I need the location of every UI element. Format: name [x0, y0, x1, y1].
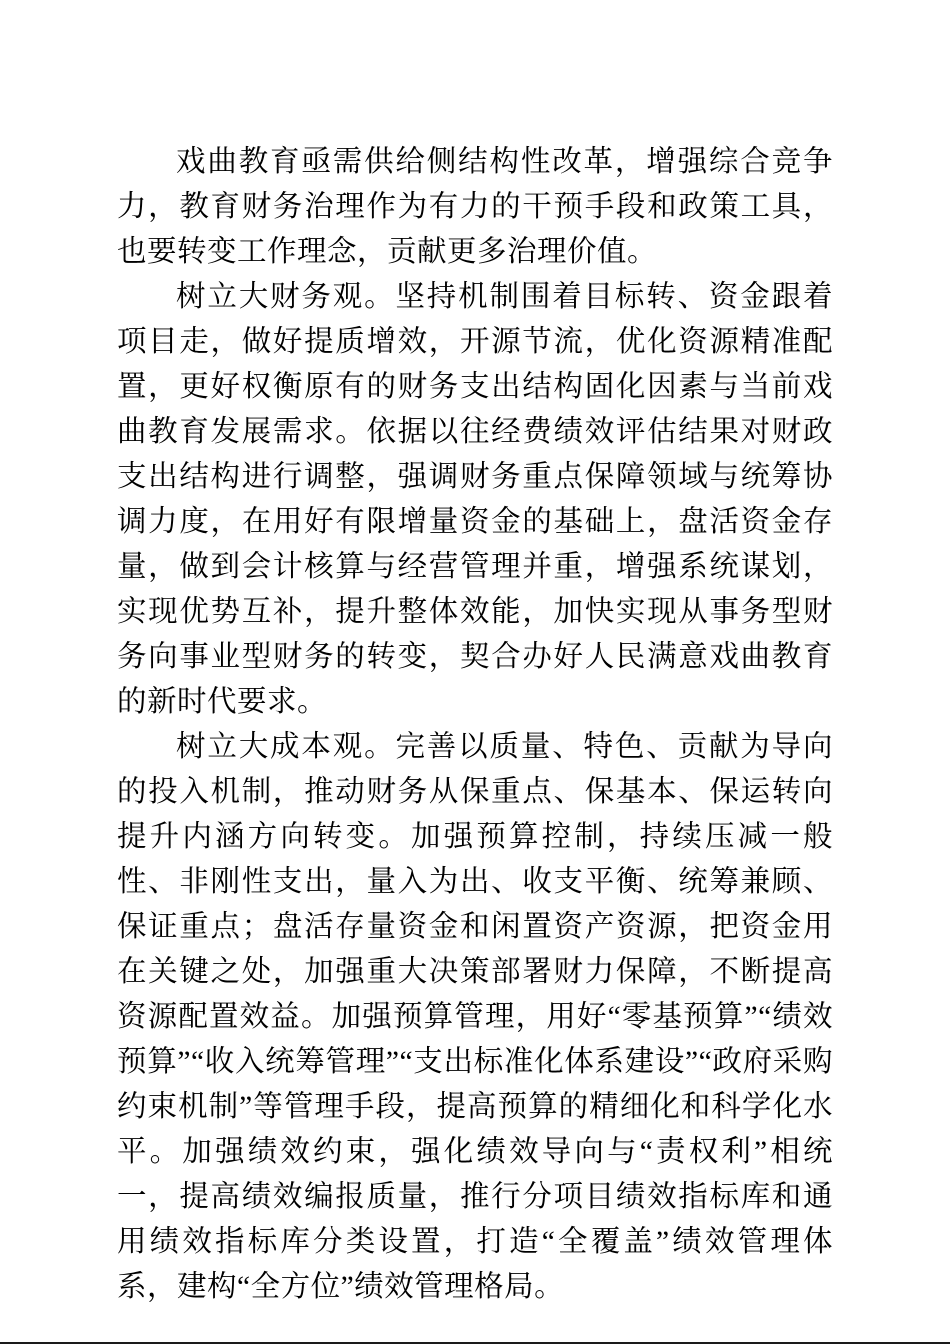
- document-text-area[interactable]: [117, 140, 833, 1310]
- paragraph-cost-view: 树立大成本观。完善以质量、特色、贡献为导向的投入机制，推动财务从保重点、保基本、保运转向提升内涵方向转变。加强预算控制，持续压减一般性、非刚性支出，量入为出、收支平衡、统筹兼顾、保证重点；盘活存量资金和闲置资产资源，把资金用在关键之处，加强重大决策部署财力保障，不断提高资源配置效益。加强预算管理，用好“零基预算”“绩效预算”“收入统筹管理”“支出标准化体系建设”“政府采购约束机制”等管理手段，提高预算的精细化和科学化水平。加强绩效约束，强化绩效导向与“责权利”相统一，提高绩效编报质量，推行分项目绩效指标库和通用绩效指标库分类设置，打造“全覆盖”绩效管理体系，建构“全方位”绩效管理格局。: [117, 731, 833, 1303]
- paragraph-financial-view: 树立大财务观。坚持机制围着目标转、资金跟着项目走，做好提质增效，开源节流，优化资源精准配置，更好权衡原有的财务支出结构固化因素与当前戏曲教育发展需求。依据以往经费绩效评估结果对财政支出结构进行调整，强调财务重点保障领域与统筹协调力度，在用好有限增量资金的基础上，盘活资金存量，做到会计核算与经营管理并重，增强系统谋划，实现优势互补，提升整体效能，加快实现从事务型财务向事业型财务的转变，契合办好人民满意戏曲教育的新时代要求。: [117, 281, 833, 718]
- paragraph-intro: 戏曲教育亟需供给侧结构性改革，增强综合竞争力，教育财务治理作为有力的干预手段和政策工具，也要转变工作理念，贡献更多治理价值。: [117, 146, 833, 268]
